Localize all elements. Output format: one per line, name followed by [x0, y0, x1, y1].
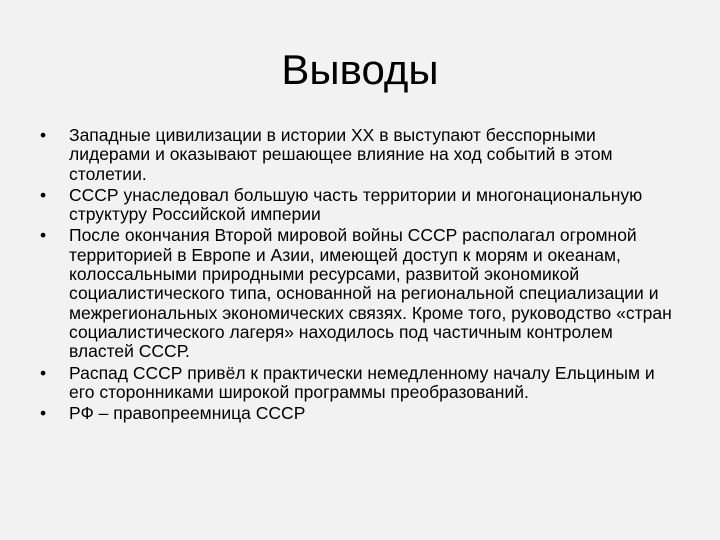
bullet-text: РФ – правопреемница СССР	[69, 403, 306, 424]
bullet-item	[40, 364, 680, 403]
bullet-item	[40, 404, 680, 423]
bullet-marker: •	[40, 362, 47, 383]
bullet-marker: •	[40, 403, 47, 424]
bullet-item	[40, 226, 680, 361]
bullet-text: СССР унаследовал большую часть территории и многонациональную структуру Российской империи	[69, 184, 643, 225]
bullet-list	[40, 126, 680, 425]
bullet-marker: •	[40, 225, 47, 246]
bullet-item	[40, 126, 680, 184]
bullet-marker: •	[40, 125, 47, 145]
bullet-text: Распад СССР привёл к практически немедленному началу Ельциным и его сторонниками широкой программы преобразований.	[69, 362, 655, 402]
bullet-marker: •	[40, 184, 47, 205]
bullet-item	[40, 186, 680, 225]
slide-title: Выводы	[281, 46, 439, 93]
bullet-text: Западные цивилизации в истории XX в выступают бесспорными лидерами и оказывают решающее влияние на ход событий в этом столетии.	[69, 125, 613, 184]
bullet-text: После окончания Второй мировой войны СССР располагал огромной территорией в Европе и Азии, имеющей доступ к морям и океанам, колоссальными природными ресурсами, развитой экономикой социалистического типа, основанной на региональной специализации и межрегиональных экономических связях. Кроме того, руководство «стран социалистического лагеря» находилось под частичным контролем властей СССР.	[69, 225, 672, 362]
